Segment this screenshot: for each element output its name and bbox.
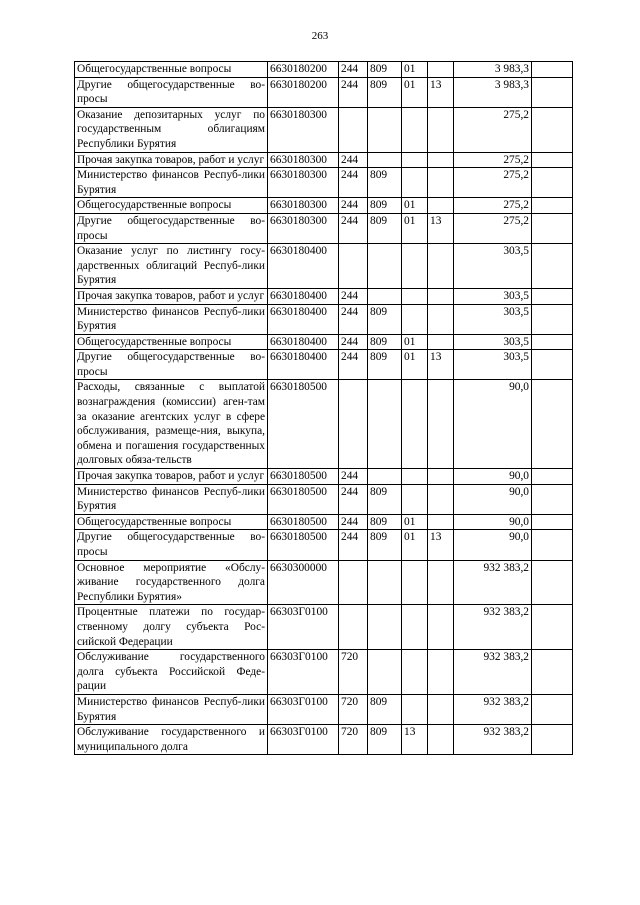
subsection-cell bbox=[428, 725, 454, 755]
empty-cell bbox=[532, 560, 573, 605]
amount-cell: 303,5 bbox=[454, 350, 532, 380]
table-row bbox=[75, 152, 573, 168]
department-cell bbox=[368, 650, 402, 695]
section-cell bbox=[402, 484, 428, 514]
section-cell: 01 bbox=[402, 213, 428, 243]
subsection-cell bbox=[428, 198, 454, 214]
department-cell bbox=[368, 288, 402, 304]
expense-type-cell: 244 bbox=[339, 484, 368, 514]
table-row bbox=[75, 350, 573, 380]
target-article-cell: 6630180300 bbox=[268, 198, 339, 214]
row-name-cell: Министерство финансов Респуб-лики Бурятия bbox=[75, 484, 268, 514]
empty-cell bbox=[532, 168, 573, 198]
section-cell bbox=[402, 107, 428, 152]
subsection-cell bbox=[428, 650, 454, 695]
department-cell bbox=[368, 560, 402, 605]
expense-type-cell bbox=[339, 244, 368, 289]
subsection-cell bbox=[428, 605, 454, 650]
amount-cell: 303,5 bbox=[454, 304, 532, 334]
row-name-cell: Общегосударственные вопросы bbox=[75, 514, 268, 530]
subsection-cell bbox=[428, 560, 454, 605]
table-row bbox=[75, 650, 573, 695]
subsection-cell bbox=[428, 288, 454, 304]
expense-type-cell: 244 bbox=[339, 469, 368, 485]
department-cell: 809 bbox=[368, 77, 402, 107]
empty-cell bbox=[532, 288, 573, 304]
table-row bbox=[75, 288, 573, 304]
table-row bbox=[75, 304, 573, 334]
expense-type-cell: 244 bbox=[339, 77, 368, 107]
row-name-cell: Другие общегосударственные во-просы bbox=[75, 530, 268, 560]
amount-cell: 932 383,2 bbox=[454, 694, 532, 724]
target-article-cell: 66303Г0100 bbox=[268, 725, 339, 755]
target-article-cell: 6630180500 bbox=[268, 514, 339, 530]
target-article-cell: 6630180500 bbox=[268, 469, 339, 485]
row-name-cell: Расходы, связанные с выплатой вознаграждения (комиссии) аген-там за оказание агентских услуг в сфере обслуживания, размеще-ния, выкупа, обмена и погашения государственных долговых обяза-тельств bbox=[75, 380, 268, 469]
table-row bbox=[75, 168, 573, 198]
target-article-cell: 66303Г0100 bbox=[268, 694, 339, 724]
subsection-cell bbox=[428, 244, 454, 289]
row-name-cell: Прочая закупка товаров, работ и услуг bbox=[75, 288, 268, 304]
row-name-cell: Министерство финансов Респуб-лики Бурятия bbox=[75, 168, 268, 198]
table-row bbox=[75, 77, 573, 107]
expense-type-cell: 720 bbox=[339, 725, 368, 755]
subsection-cell bbox=[428, 380, 454, 469]
empty-cell bbox=[532, 152, 573, 168]
section-cell bbox=[402, 605, 428, 650]
table-row bbox=[75, 244, 573, 289]
target-article-cell: 6630180300 bbox=[268, 213, 339, 243]
table-row bbox=[75, 514, 573, 530]
section-cell bbox=[402, 380, 428, 469]
expense-type-cell: 244 bbox=[339, 530, 368, 560]
row-name-cell: Министерство финансов Респуб-лики Бурятия bbox=[75, 694, 268, 724]
target-article-cell: 6630180400 bbox=[268, 288, 339, 304]
department-cell: 809 bbox=[368, 350, 402, 380]
section-cell bbox=[402, 560, 428, 605]
department-cell bbox=[368, 152, 402, 168]
empty-cell bbox=[532, 304, 573, 334]
expense-type-cell: 720 bbox=[339, 694, 368, 724]
subsection-cell bbox=[428, 107, 454, 152]
section-cell: 01 bbox=[402, 198, 428, 214]
target-article-cell: 66303Г0100 bbox=[268, 650, 339, 695]
table-row bbox=[75, 107, 573, 152]
table-row bbox=[75, 62, 573, 78]
expense-type-cell: 720 bbox=[339, 650, 368, 695]
subsection-cell bbox=[428, 469, 454, 485]
expense-type-cell bbox=[339, 560, 368, 605]
expense-type-cell: 244 bbox=[339, 288, 368, 304]
expense-type-cell bbox=[339, 107, 368, 152]
table-row bbox=[75, 725, 573, 755]
expense-type-cell: 244 bbox=[339, 152, 368, 168]
empty-cell bbox=[532, 77, 573, 107]
department-cell: 809 bbox=[368, 694, 402, 724]
amount-cell: 932 383,2 bbox=[454, 560, 532, 605]
row-name-cell: Прочая закупка товаров, работ и услуг bbox=[75, 469, 268, 485]
row-name-cell: Оказание услуг по листингу госу-дарственных облигаций Респуб-лики Бурятия bbox=[75, 244, 268, 289]
amount-cell: 932 383,2 bbox=[454, 650, 532, 695]
target-article-cell: 6630180200 bbox=[268, 77, 339, 107]
amount-cell: 932 383,2 bbox=[454, 605, 532, 650]
amount-cell: 303,5 bbox=[454, 334, 532, 350]
expense-type-cell: 244 bbox=[339, 168, 368, 198]
department-cell bbox=[368, 469, 402, 485]
section-cell bbox=[402, 152, 428, 168]
table-row bbox=[75, 469, 573, 485]
target-article-cell: 6630180300 bbox=[268, 107, 339, 152]
section-cell bbox=[402, 304, 428, 334]
row-name-cell: Основное мероприятие «Обслу-живание государственного долга Республики Бурятия» bbox=[75, 560, 268, 605]
section-cell: 01 bbox=[402, 77, 428, 107]
department-cell: 809 bbox=[368, 168, 402, 198]
target-article-cell: 6630180300 bbox=[268, 152, 339, 168]
expense-type-cell: 244 bbox=[339, 213, 368, 243]
budget-table bbox=[74, 61, 573, 755]
target-article-cell: 66303Г0100 bbox=[268, 605, 339, 650]
empty-cell bbox=[532, 244, 573, 289]
amount-cell: 90,0 bbox=[454, 469, 532, 485]
subsection-cell: 13 bbox=[428, 350, 454, 380]
target-article-cell: 6630180500 bbox=[268, 530, 339, 560]
row-name-cell: Обслуживание государственного долга субъекта Российской Феде-рации bbox=[75, 650, 268, 695]
department-cell: 809 bbox=[368, 484, 402, 514]
target-article-cell: 6630180200 bbox=[268, 62, 339, 78]
expense-type-cell bbox=[339, 380, 368, 469]
row-name-cell: Другие общегосударственные во-просы bbox=[75, 350, 268, 380]
department-cell: 809 bbox=[368, 198, 402, 214]
table-row bbox=[75, 605, 573, 650]
empty-cell bbox=[532, 530, 573, 560]
empty-cell bbox=[532, 380, 573, 469]
department-cell: 809 bbox=[368, 213, 402, 243]
amount-cell: 3 983,3 bbox=[454, 62, 532, 78]
expense-type-cell: 244 bbox=[339, 350, 368, 380]
expense-type-cell: 244 bbox=[339, 198, 368, 214]
empty-cell bbox=[532, 484, 573, 514]
section-cell: 01 bbox=[402, 334, 428, 350]
row-name-cell: Общегосударственные вопросы bbox=[75, 334, 268, 350]
empty-cell bbox=[532, 107, 573, 152]
table-row bbox=[75, 484, 573, 514]
department-cell bbox=[368, 107, 402, 152]
target-article-cell: 6630180400 bbox=[268, 350, 339, 380]
subsection-cell bbox=[428, 304, 454, 334]
target-article-cell: 6630180300 bbox=[268, 168, 339, 198]
page-number: 263 bbox=[311, 30, 329, 42]
department-cell: 809 bbox=[368, 304, 402, 334]
amount-cell: 90,0 bbox=[454, 514, 532, 530]
department-cell: 809 bbox=[368, 725, 402, 755]
target-article-cell: 6630300000 bbox=[268, 560, 339, 605]
amount-cell: 275,2 bbox=[454, 198, 532, 214]
amount-cell: 275,2 bbox=[454, 107, 532, 152]
department-cell bbox=[368, 244, 402, 289]
table-row bbox=[75, 198, 573, 214]
subsection-cell: 13 bbox=[428, 77, 454, 107]
target-article-cell: 6630180400 bbox=[268, 334, 339, 350]
section-cell: 01 bbox=[402, 62, 428, 78]
amount-cell: 90,0 bbox=[454, 530, 532, 560]
empty-cell bbox=[532, 725, 573, 755]
table-row bbox=[75, 334, 573, 350]
expense-type-cell: 244 bbox=[339, 62, 368, 78]
section-cell bbox=[402, 288, 428, 304]
target-article-cell: 6630180400 bbox=[268, 304, 339, 334]
expense-type-cell: 244 bbox=[339, 304, 368, 334]
expense-type-cell bbox=[339, 605, 368, 650]
table-row bbox=[75, 560, 573, 605]
table-row bbox=[75, 530, 573, 560]
row-name-cell: Другие общегосударственные во-просы bbox=[75, 77, 268, 107]
subsection-cell bbox=[428, 484, 454, 514]
expense-type-cell: 244 bbox=[339, 334, 368, 350]
subsection-cell bbox=[428, 62, 454, 78]
subsection-cell: 13 bbox=[428, 530, 454, 560]
empty-cell bbox=[532, 694, 573, 724]
row-name-cell: Общегосударственные вопросы bbox=[75, 198, 268, 214]
empty-cell bbox=[532, 650, 573, 695]
empty-cell bbox=[532, 514, 573, 530]
target-article-cell: 6630180500 bbox=[268, 484, 339, 514]
section-cell bbox=[402, 168, 428, 198]
amount-cell: 275,2 bbox=[454, 168, 532, 198]
expense-type-cell: 244 bbox=[339, 514, 368, 530]
table-row bbox=[75, 380, 573, 469]
row-name-cell: Министерство финансов Респуб-лики Бурятия bbox=[75, 304, 268, 334]
target-article-cell: 6630180500 bbox=[268, 380, 339, 469]
subsection-cell bbox=[428, 694, 454, 724]
row-name-cell: Прочая закупка товаров, работ и услуг bbox=[75, 152, 268, 168]
department-cell: 809 bbox=[368, 62, 402, 78]
section-cell: 01 bbox=[402, 514, 428, 530]
subsection-cell bbox=[428, 168, 454, 198]
row-name-cell: Обслуживание государственного и муниципального долга bbox=[75, 725, 268, 755]
amount-cell: 275,2 bbox=[454, 213, 532, 243]
empty-cell bbox=[532, 198, 573, 214]
target-article-cell: 6630180400 bbox=[268, 244, 339, 289]
empty-cell bbox=[532, 213, 573, 243]
table-row bbox=[75, 213, 573, 243]
subsection-cell bbox=[428, 334, 454, 350]
subsection-cell bbox=[428, 514, 454, 530]
row-name-cell: Оказание депозитарных услуг по государственным облигациям Республики Бурятия bbox=[75, 107, 268, 152]
section-cell: 01 bbox=[402, 350, 428, 380]
empty-cell bbox=[532, 350, 573, 380]
department-cell: 809 bbox=[368, 514, 402, 530]
row-name-cell: Другие общегосударственные во-просы bbox=[75, 213, 268, 243]
section-cell bbox=[402, 694, 428, 724]
amount-cell: 90,0 bbox=[454, 484, 532, 514]
department-cell: 809 bbox=[368, 334, 402, 350]
department-cell bbox=[368, 380, 402, 469]
amount-cell: 3 983,3 bbox=[454, 77, 532, 107]
subsection-cell: 13 bbox=[428, 213, 454, 243]
section-cell bbox=[402, 469, 428, 485]
amount-cell: 932 383,2 bbox=[454, 725, 532, 755]
section-cell: 01 bbox=[402, 530, 428, 560]
table-body bbox=[75, 62, 573, 755]
empty-cell bbox=[532, 62, 573, 78]
amount-cell: 303,5 bbox=[454, 288, 532, 304]
empty-cell bbox=[532, 469, 573, 485]
section-cell: 13 bbox=[402, 725, 428, 755]
subsection-cell bbox=[428, 152, 454, 168]
amount-cell: 275,2 bbox=[454, 152, 532, 168]
department-cell bbox=[368, 605, 402, 650]
row-name-cell: Общегосударственные вопросы bbox=[75, 62, 268, 78]
section-cell bbox=[402, 650, 428, 695]
amount-cell: 303,5 bbox=[454, 244, 532, 289]
amount-cell: 90,0 bbox=[454, 380, 532, 469]
row-name-cell: Процентные платежи по государ-ственному долгу субъекта Рос-сийской Федерации bbox=[75, 605, 268, 650]
table-row bbox=[75, 694, 573, 724]
department-cell: 809 bbox=[368, 530, 402, 560]
section-cell bbox=[402, 244, 428, 289]
empty-cell bbox=[532, 334, 573, 350]
empty-cell bbox=[532, 605, 573, 650]
